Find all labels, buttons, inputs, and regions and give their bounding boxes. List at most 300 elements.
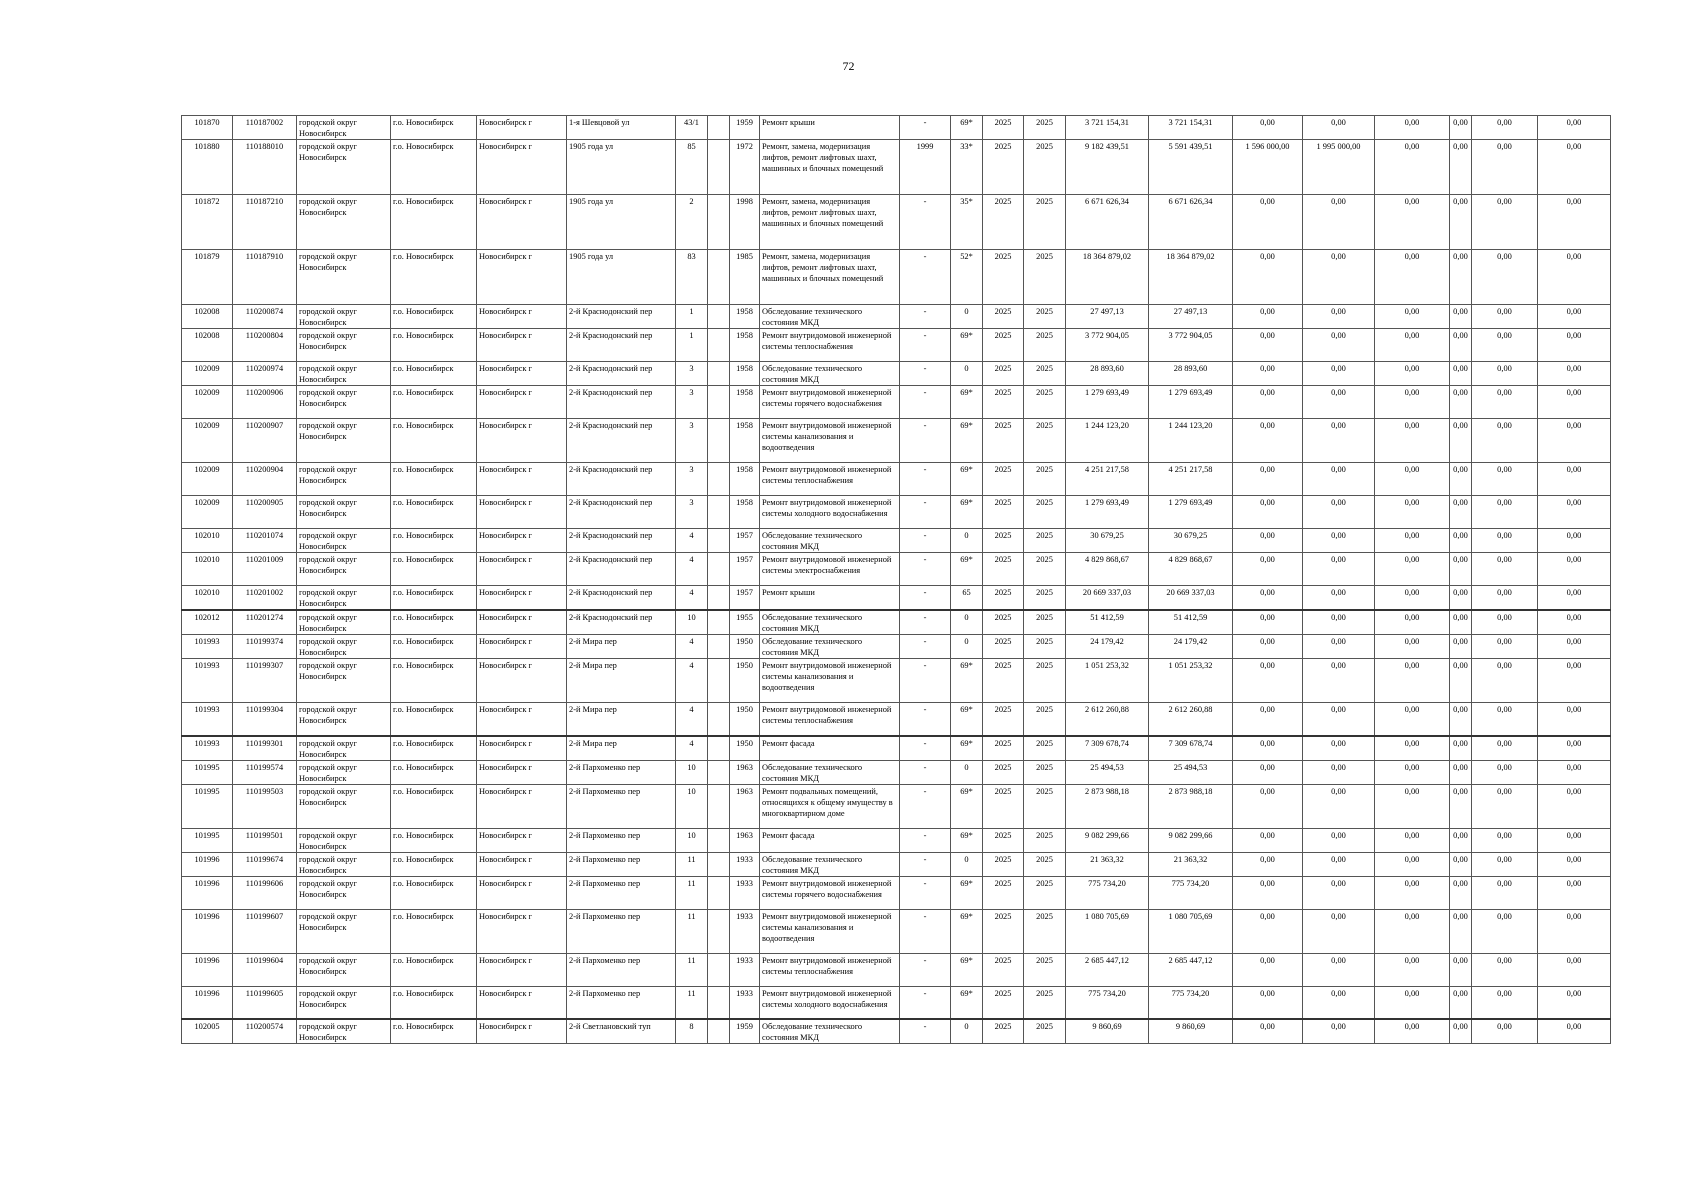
- total-cost-cell: 2 612 260,88: [1066, 703, 1149, 736]
- end-year-cell: 2025: [1024, 329, 1066, 362]
- street-cell: 2-й Пархоменко пер: [567, 909, 676, 953]
- settlement-cell: Новосибирск г: [477, 116, 567, 140]
- house-number-cell: 3: [676, 419, 708, 463]
- funding-1-cell: 0,00: [1233, 329, 1303, 362]
- build-year-cell: 1998: [730, 195, 760, 250]
- funding-6-cell: 0,00: [1538, 362, 1611, 386]
- funding-1-cell: 0,00: [1233, 362, 1303, 386]
- house-number-cell: 3: [676, 362, 708, 386]
- table-row: [182, 635, 1611, 659]
- empty-cell: [708, 635, 730, 659]
- settlement-cell: Новосибирск г: [477, 195, 567, 250]
- house-number-cell: 11: [676, 986, 708, 1019]
- empty-cell: [708, 784, 730, 828]
- build-year-cell: 1958: [730, 362, 760, 386]
- funding-1-cell: 0,00: [1233, 586, 1303, 611]
- end-year-cell: 2025: [1024, 362, 1066, 386]
- table-row: [182, 419, 1611, 463]
- funding-2-cell: 0,00: [1303, 635, 1375, 659]
- funding-6-cell: 0,00: [1538, 553, 1611, 586]
- end-year-cell: 2025: [1024, 553, 1066, 586]
- previous-repair-year-cell: -: [900, 760, 951, 784]
- capital-repair-register-table: [181, 115, 1611, 1044]
- funding-2-cell: 0,00: [1303, 195, 1375, 250]
- wear-percent-cell: 69*: [951, 828, 983, 852]
- end-year-cell: 2025: [1024, 784, 1066, 828]
- total-cost-cell: 20 669 337,03: [1066, 586, 1149, 611]
- funding-3-cell: 0,00: [1375, 496, 1450, 529]
- end-year-cell: 2025: [1024, 250, 1066, 305]
- fund-cost-cell: 4 829 868,67: [1149, 553, 1233, 586]
- work-type-cell: Обследование технического состояния МКД: [760, 760, 900, 784]
- work-code-cell: 110187910: [233, 250, 297, 305]
- funding-1-cell: 0,00: [1233, 953, 1303, 986]
- municipality-cell: г.о. Новосибирск: [391, 909, 477, 953]
- total-cost-cell: 4 251 217,58: [1066, 463, 1149, 496]
- wear-percent-cell: 69*: [951, 553, 983, 586]
- street-cell: 2-й Светлановский туп: [567, 1019, 676, 1044]
- empty-cell: [708, 329, 730, 362]
- work-type-cell: Ремонт внутридомовой инженерной системы электроснабжения: [760, 553, 900, 586]
- funding-1-cell: 0,00: [1233, 496, 1303, 529]
- work-code-cell: 110199604: [233, 953, 297, 986]
- funding-2-cell: 0,00: [1303, 736, 1375, 761]
- house-number-cell: 43/1: [676, 116, 708, 140]
- funding-6-cell: 0,00: [1538, 195, 1611, 250]
- funding-1-cell: 0,00: [1233, 736, 1303, 761]
- total-cost-cell: 24 179,42: [1066, 635, 1149, 659]
- street-cell: 2-й Мира пер: [567, 659, 676, 703]
- end-year-cell: 2025: [1024, 610, 1066, 635]
- wear-percent-cell: 69*: [951, 116, 983, 140]
- empty-cell: [708, 140, 730, 195]
- page-number: 72: [842, 59, 855, 73]
- funding-4-cell: 0,00: [1450, 876, 1472, 909]
- funding-3-cell: 0,00: [1375, 986, 1450, 1019]
- house-number-cell: 4: [676, 659, 708, 703]
- total-cost-cell: 7 309 678,74: [1066, 736, 1149, 761]
- funding-6-cell: 0,00: [1538, 386, 1611, 419]
- work-code-cell: 110199301: [233, 736, 297, 761]
- district-cell: городской округ Новосибирск: [297, 736, 391, 761]
- end-year-cell: 2025: [1024, 586, 1066, 611]
- end-year-cell: 2025: [1024, 953, 1066, 986]
- table-row: [182, 250, 1611, 305]
- work-type-cell: Ремонт внутридомовой инженерной системы канализования и водоотведения: [760, 659, 900, 703]
- total-cost-cell: 1 244 123,20: [1066, 419, 1149, 463]
- work-code-cell: 110187210: [233, 195, 297, 250]
- build-year-cell: 1958: [730, 329, 760, 362]
- object-id-cell: 102010: [182, 529, 233, 553]
- plan-year-cell: 2025: [983, 529, 1024, 553]
- wear-percent-cell: 65: [951, 586, 983, 611]
- table-row: [182, 553, 1611, 586]
- funding-4-cell: 0,00: [1450, 586, 1472, 611]
- settlement-cell: Новосибирск г: [477, 496, 567, 529]
- total-cost-cell: 18 364 879,02: [1066, 250, 1149, 305]
- plan-year-cell: 2025: [983, 305, 1024, 329]
- house-number-cell: 10: [676, 828, 708, 852]
- funding-5-cell: 0,00: [1472, 736, 1538, 761]
- table-row: [182, 329, 1611, 362]
- previous-repair-year-cell: -: [900, 329, 951, 362]
- district-cell: городской округ Новосибирск: [297, 496, 391, 529]
- object-id-cell: 101993: [182, 703, 233, 736]
- district-cell: городской округ Новосибирск: [297, 305, 391, 329]
- funding-4-cell: 0,00: [1450, 784, 1472, 828]
- object-id-cell: 102009: [182, 496, 233, 529]
- funding-4-cell: 0,00: [1450, 419, 1472, 463]
- end-year-cell: 2025: [1024, 386, 1066, 419]
- fund-cost-cell: 51 412,59: [1149, 610, 1233, 635]
- funding-5-cell: 0,00: [1472, 703, 1538, 736]
- funding-1-cell: 0,00: [1233, 610, 1303, 635]
- funding-3-cell: 0,00: [1375, 784, 1450, 828]
- street-cell: 2-й Мира пер: [567, 736, 676, 761]
- settlement-cell: Новосибирск г: [477, 909, 567, 953]
- build-year-cell: 1963: [730, 784, 760, 828]
- funding-3-cell: 0,00: [1375, 635, 1450, 659]
- district-cell: городской округ Новосибирск: [297, 953, 391, 986]
- funding-4-cell: 0,00: [1450, 1019, 1472, 1044]
- build-year-cell: 1958: [730, 305, 760, 329]
- work-type-cell: Ремонт подвальных помещений, относящихся к общему имуществу в многоквартирном доме: [760, 784, 900, 828]
- empty-cell: [708, 116, 730, 140]
- work-type-cell: Ремонт внутридомовой инженерной системы теплоснабжения: [760, 329, 900, 362]
- end-year-cell: 2025: [1024, 876, 1066, 909]
- fund-cost-cell: 1 080 705,69: [1149, 909, 1233, 953]
- work-type-cell: Ремонт внутридомовой инженерной системы холодного водоснабжения: [760, 496, 900, 529]
- object-id-cell: 101879: [182, 250, 233, 305]
- object-id-cell: 101993: [182, 659, 233, 703]
- funding-5-cell: 0,00: [1472, 250, 1538, 305]
- settlement-cell: Новосибирск г: [477, 635, 567, 659]
- empty-cell: [708, 852, 730, 876]
- end-year-cell: 2025: [1024, 909, 1066, 953]
- total-cost-cell: 25 494,53: [1066, 760, 1149, 784]
- object-id-cell: 102009: [182, 362, 233, 386]
- municipality-cell: г.о. Новосибирск: [391, 586, 477, 611]
- funding-1-cell: 0,00: [1233, 703, 1303, 736]
- wear-percent-cell: 69*: [951, 986, 983, 1019]
- municipality-cell: г.о. Новосибирск: [391, 852, 477, 876]
- object-id-cell: 101993: [182, 736, 233, 761]
- build-year-cell: 1955: [730, 610, 760, 635]
- funding-5-cell: 0,00: [1472, 419, 1538, 463]
- end-year-cell: 2025: [1024, 986, 1066, 1019]
- previous-repair-year-cell: -: [900, 986, 951, 1019]
- previous-repair-year-cell: -: [900, 828, 951, 852]
- funding-3-cell: 0,00: [1375, 553, 1450, 586]
- funding-3-cell: 0,00: [1375, 463, 1450, 496]
- funding-1-cell: 0,00: [1233, 986, 1303, 1019]
- funding-3-cell: 0,00: [1375, 1019, 1450, 1044]
- municipality-cell: г.о. Новосибирск: [391, 305, 477, 329]
- house-number-cell: 3: [676, 386, 708, 419]
- build-year-cell: 1959: [730, 116, 760, 140]
- funding-6-cell: 0,00: [1538, 953, 1611, 986]
- total-cost-cell: 1 080 705,69: [1066, 909, 1149, 953]
- table-row: [182, 586, 1611, 611]
- settlement-cell: Новосибирск г: [477, 140, 567, 195]
- object-id-cell: 101872: [182, 195, 233, 250]
- object-id-cell: 101996: [182, 876, 233, 909]
- funding-1-cell: 0,00: [1233, 635, 1303, 659]
- empty-cell: [708, 305, 730, 329]
- municipality-cell: г.о. Новосибирск: [391, 659, 477, 703]
- street-cell: 1905 года ул: [567, 250, 676, 305]
- funding-3-cell: 0,00: [1375, 828, 1450, 852]
- funding-3-cell: 0,00: [1375, 953, 1450, 986]
- build-year-cell: 1950: [730, 659, 760, 703]
- funding-3-cell: 0,00: [1375, 876, 1450, 909]
- empty-cell: [708, 736, 730, 761]
- plan-year-cell: 2025: [983, 496, 1024, 529]
- settlement-cell: Новосибирск г: [477, 463, 567, 496]
- work-type-cell: Обследование технического состояния МКД: [760, 610, 900, 635]
- work-code-cell: 110187002: [233, 116, 297, 140]
- build-year-cell: 1957: [730, 553, 760, 586]
- funding-2-cell: 0,00: [1303, 953, 1375, 986]
- funding-5-cell: 0,00: [1472, 659, 1538, 703]
- work-code-cell: 110201002: [233, 586, 297, 611]
- street-cell: 1905 года ул: [567, 195, 676, 250]
- work-code-cell: 110199374: [233, 635, 297, 659]
- street-cell: 2-й Краснодонский пер: [567, 610, 676, 635]
- funding-6-cell: 0,00: [1538, 305, 1611, 329]
- funding-6-cell: 0,00: [1538, 529, 1611, 553]
- funding-5-cell: 0,00: [1472, 635, 1538, 659]
- plan-year-cell: 2025: [983, 986, 1024, 1019]
- work-code-cell: 110201009: [233, 553, 297, 586]
- plan-year-cell: 2025: [983, 828, 1024, 852]
- funding-3-cell: 0,00: [1375, 195, 1450, 250]
- funding-1-cell: 0,00: [1233, 463, 1303, 496]
- settlement-cell: Новосибирск г: [477, 250, 567, 305]
- funding-4-cell: 0,00: [1450, 553, 1472, 586]
- object-id-cell: 102008: [182, 329, 233, 362]
- funding-4-cell: 0,00: [1450, 463, 1472, 496]
- empty-cell: [708, 760, 730, 784]
- work-code-cell: 110201074: [233, 529, 297, 553]
- plan-year-cell: 2025: [983, 852, 1024, 876]
- object-id-cell: 101996: [182, 909, 233, 953]
- previous-repair-year-cell: -: [900, 852, 951, 876]
- funding-5-cell: 0,00: [1472, 1019, 1538, 1044]
- funding-3-cell: 0,00: [1375, 140, 1450, 195]
- wear-percent-cell: 35*: [951, 195, 983, 250]
- build-year-cell: 1950: [730, 736, 760, 761]
- work-type-cell: Ремонт внутридомовой инженерной системы канализования и водоотведения: [760, 419, 900, 463]
- district-cell: городской округ Новосибирск: [297, 760, 391, 784]
- settlement-cell: Новосибирск г: [477, 703, 567, 736]
- wear-percent-cell: 69*: [951, 659, 983, 703]
- settlement-cell: Новосибирск г: [477, 553, 567, 586]
- funding-6-cell: 0,00: [1538, 140, 1611, 195]
- funding-4-cell: 0,00: [1450, 362, 1472, 386]
- funding-1-cell: 0,00: [1233, 828, 1303, 852]
- funding-1-cell: 0,00: [1233, 876, 1303, 909]
- build-year-cell: 1972: [730, 140, 760, 195]
- plan-year-cell: 2025: [983, 195, 1024, 250]
- funding-6-cell: 0,00: [1538, 250, 1611, 305]
- house-number-cell: 8: [676, 1019, 708, 1044]
- previous-repair-year-cell: -: [900, 362, 951, 386]
- funding-2-cell: 0,00: [1303, 703, 1375, 736]
- fund-cost-cell: 21 363,32: [1149, 852, 1233, 876]
- settlement-cell: Новосибирск г: [477, 760, 567, 784]
- previous-repair-year-cell: -: [900, 386, 951, 419]
- object-id-cell: 102009: [182, 419, 233, 463]
- funding-2-cell: 0,00: [1303, 828, 1375, 852]
- funding-6-cell: 0,00: [1538, 760, 1611, 784]
- funding-4-cell: 0,00: [1450, 305, 1472, 329]
- empty-cell: [708, 463, 730, 496]
- plan-year-cell: 2025: [983, 876, 1024, 909]
- house-number-cell: 4: [676, 703, 708, 736]
- object-id-cell: 101880: [182, 140, 233, 195]
- street-cell: 2-й Пархоменко пер: [567, 953, 676, 986]
- funding-4-cell: 0,00: [1450, 659, 1472, 703]
- build-year-cell: 1959: [730, 1019, 760, 1044]
- empty-cell: [708, 610, 730, 635]
- funding-5-cell: 0,00: [1472, 496, 1538, 529]
- build-year-cell: 1963: [730, 760, 760, 784]
- wear-percent-cell: 0: [951, 760, 983, 784]
- build-year-cell: 1958: [730, 419, 760, 463]
- previous-repair-year-cell: -: [900, 529, 951, 553]
- end-year-cell: 2025: [1024, 1019, 1066, 1044]
- funding-3-cell: 0,00: [1375, 305, 1450, 329]
- funding-6-cell: 0,00: [1538, 463, 1611, 496]
- funding-6-cell: 0,00: [1538, 610, 1611, 635]
- funding-4-cell: 0,00: [1450, 195, 1472, 250]
- district-cell: городской округ Новосибирск: [297, 116, 391, 140]
- funding-4-cell: 0,00: [1450, 852, 1472, 876]
- settlement-cell: Новосибирск г: [477, 586, 567, 611]
- street-cell: 2-й Пархоменко пер: [567, 760, 676, 784]
- house-number-cell: 11: [676, 876, 708, 909]
- empty-cell: [708, 953, 730, 986]
- street-cell: 1905 года ул: [567, 140, 676, 195]
- total-cost-cell: 9 182 439,51: [1066, 140, 1149, 195]
- funding-2-cell: 0,00: [1303, 659, 1375, 703]
- funding-3-cell: 0,00: [1375, 586, 1450, 611]
- funding-3-cell: 0,00: [1375, 329, 1450, 362]
- fund-cost-cell: 1 279 693,49: [1149, 386, 1233, 419]
- plan-year-cell: 2025: [983, 909, 1024, 953]
- street-cell: 2-й Краснодонский пер: [567, 419, 676, 463]
- municipality-cell: г.о. Новосибирск: [391, 986, 477, 1019]
- funding-4-cell: 0,00: [1450, 529, 1472, 553]
- wear-percent-cell: 69*: [951, 784, 983, 828]
- funding-1-cell: 1 596 000,00: [1233, 140, 1303, 195]
- district-cell: городской округ Новосибирск: [297, 852, 391, 876]
- district-cell: городской округ Новосибирск: [297, 419, 391, 463]
- work-code-cell: 110200906: [233, 386, 297, 419]
- settlement-cell: Новосибирск г: [477, 362, 567, 386]
- wear-percent-cell: 69*: [951, 736, 983, 761]
- end-year-cell: 2025: [1024, 529, 1066, 553]
- plan-year-cell: 2025: [983, 703, 1024, 736]
- plan-year-cell: 2025: [983, 362, 1024, 386]
- street-cell: 2-й Пархоменко пер: [567, 876, 676, 909]
- wear-percent-cell: 69*: [951, 953, 983, 986]
- empty-cell: [708, 876, 730, 909]
- fund-cost-cell: 18 364 879,02: [1149, 250, 1233, 305]
- plan-year-cell: 2025: [983, 116, 1024, 140]
- funding-2-cell: 0,00: [1303, 852, 1375, 876]
- district-cell: городской округ Новосибирск: [297, 140, 391, 195]
- work-type-cell: Обследование технического состояния МКД: [760, 529, 900, 553]
- empty-cell: [708, 828, 730, 852]
- build-year-cell: 1958: [730, 463, 760, 496]
- funding-1-cell: 0,00: [1233, 250, 1303, 305]
- funding-6-cell: 0,00: [1538, 703, 1611, 736]
- work-code-cell: 110199501: [233, 828, 297, 852]
- work-type-cell: Ремонт внутридомовой инженерной системы холодного водоснабжения: [760, 986, 900, 1019]
- total-cost-cell: 1 279 693,49: [1066, 496, 1149, 529]
- funding-2-cell: 0,00: [1303, 610, 1375, 635]
- district-cell: городской округ Новосибирск: [297, 876, 391, 909]
- funding-3-cell: 0,00: [1375, 386, 1450, 419]
- empty-cell: [708, 1019, 730, 1044]
- table-row: [182, 116, 1611, 140]
- fund-cost-cell: 1 244 123,20: [1149, 419, 1233, 463]
- funding-2-cell: 0,00: [1303, 529, 1375, 553]
- plan-year-cell: 2025: [983, 419, 1024, 463]
- house-number-cell: 11: [676, 852, 708, 876]
- municipality-cell: г.о. Новосибирск: [391, 760, 477, 784]
- funding-5-cell: 0,00: [1472, 305, 1538, 329]
- street-cell: 2-й Краснодонский пер: [567, 362, 676, 386]
- table-row: [182, 386, 1611, 419]
- work-type-cell: Ремонт внутридомовой инженерной системы горячего водоснабжения: [760, 876, 900, 909]
- district-cell: городской округ Новосибирск: [297, 250, 391, 305]
- wear-percent-cell: 0: [951, 635, 983, 659]
- plan-year-cell: 2025: [983, 140, 1024, 195]
- funding-6-cell: 0,00: [1538, 828, 1611, 852]
- funding-1-cell: 0,00: [1233, 305, 1303, 329]
- fund-cost-cell: 6 671 626,34: [1149, 195, 1233, 250]
- settlement-cell: Новосибирск г: [477, 419, 567, 463]
- wear-percent-cell: 0: [951, 1019, 983, 1044]
- wear-percent-cell: 69*: [951, 386, 983, 419]
- total-cost-cell: 775 734,20: [1066, 876, 1149, 909]
- fund-cost-cell: 1 051 253,32: [1149, 659, 1233, 703]
- total-cost-cell: 775 734,20: [1066, 986, 1149, 1019]
- wear-percent-cell: 0: [951, 852, 983, 876]
- street-cell: 2-й Пархоменко пер: [567, 852, 676, 876]
- end-year-cell: 2025: [1024, 760, 1066, 784]
- funding-5-cell: 0,00: [1472, 529, 1538, 553]
- funding-6-cell: 0,00: [1538, 784, 1611, 828]
- empty-cell: [708, 386, 730, 419]
- previous-repair-year-cell: -: [900, 876, 951, 909]
- work-code-cell: 110199574: [233, 760, 297, 784]
- fund-cost-cell: 24 179,42: [1149, 635, 1233, 659]
- house-number-cell: 10: [676, 760, 708, 784]
- work-code-cell: 110200874: [233, 305, 297, 329]
- settlement-cell: Новосибирск г: [477, 828, 567, 852]
- municipality-cell: г.о. Новосибирск: [391, 703, 477, 736]
- fund-cost-cell: 3 721 154,31: [1149, 116, 1233, 140]
- wear-percent-cell: 69*: [951, 909, 983, 953]
- funding-3-cell: 0,00: [1375, 419, 1450, 463]
- end-year-cell: 2025: [1024, 496, 1066, 529]
- settlement-cell: Новосибирск г: [477, 386, 567, 419]
- funding-6-cell: 0,00: [1538, 586, 1611, 611]
